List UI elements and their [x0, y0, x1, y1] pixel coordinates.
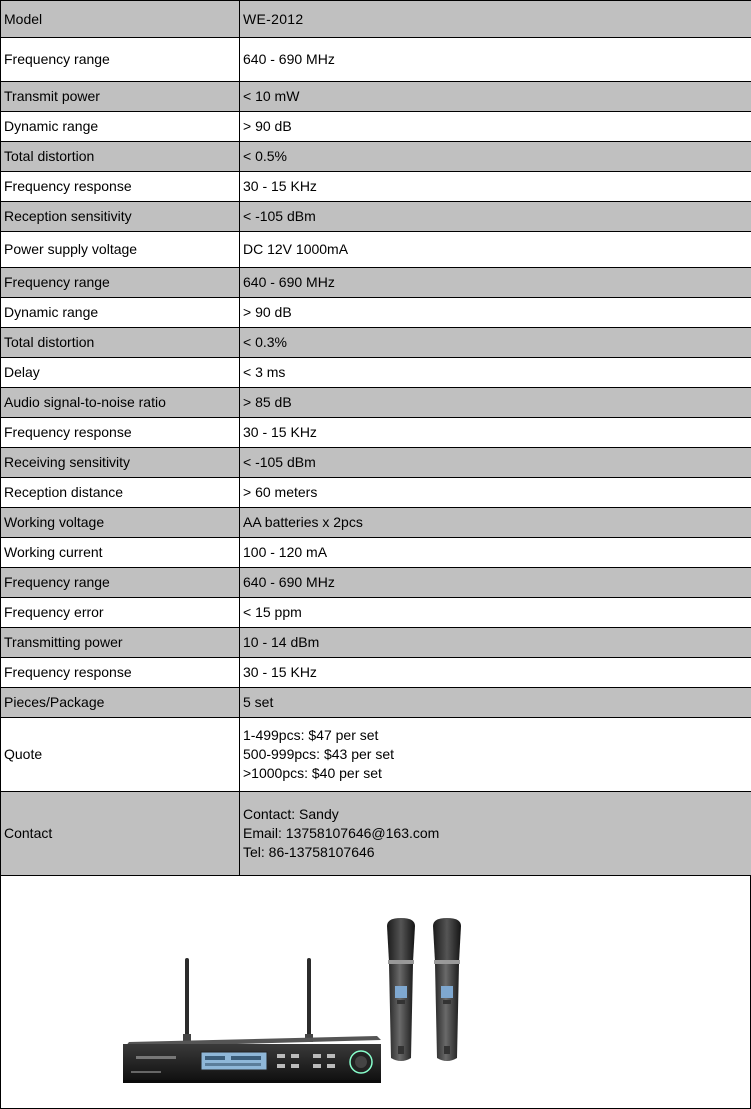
spec-row	[1, 478, 751, 508]
spec-row	[1, 658, 751, 688]
spec-label: Frequency range	[1, 568, 240, 598]
spec-row	[1, 358, 751, 388]
spec-row	[1, 172, 751, 202]
spec-value: 640 - 690 MHz	[240, 568, 751, 598]
contact-line: Contact: Sandy	[243, 805, 751, 824]
contact-line: Tel: 86-13758107646	[243, 843, 751, 862]
spec-row	[1, 388, 751, 418]
spec-row	[1, 628, 751, 658]
spec-value: 10 - 14 dBm	[240, 628, 751, 658]
contact-label: Contact	[1, 792, 240, 876]
spec-row	[1, 1, 751, 38]
quote-line: 1-499pcs: $47 per set	[243, 726, 751, 745]
spec-value: WE-2012	[240, 1, 751, 38]
spec-row	[1, 688, 751, 718]
microphone-left	[387, 918, 415, 1061]
spec-value: > 60 meters	[240, 478, 751, 508]
product-photo	[1, 876, 751, 1109]
quote-row	[1, 718, 751, 792]
spec-value: 30 - 15 KHz	[240, 658, 751, 688]
spec-value: 30 - 15 KHz	[240, 418, 751, 448]
spec-label: Model	[1, 1, 240, 38]
spec-row	[1, 112, 751, 142]
antenna-right	[305, 958, 313, 1042]
spec-value: < -105 dBm	[240, 202, 751, 232]
spec-value: AA batteries x 2pcs	[240, 508, 751, 538]
spec-value: 5 set	[240, 688, 751, 718]
spec-label: Working voltage	[1, 508, 240, 538]
spec-label: Power supply voltage	[1, 232, 240, 268]
spec-value: < -105 dBm	[240, 448, 751, 478]
spec-value: 640 - 690 MHz	[240, 268, 751, 298]
spec-row	[1, 268, 751, 298]
spec-value: < 3 ms	[240, 358, 751, 388]
spec-row	[1, 38, 751, 82]
quote-line: >1000pcs: $40 per set	[243, 764, 751, 783]
spec-row	[1, 142, 751, 172]
spec-label: Reception sensitivity	[1, 202, 240, 232]
spec-row	[1, 448, 751, 478]
spec-value: < 0.5%	[240, 142, 751, 172]
spec-label: Transmitting power	[1, 628, 240, 658]
spec-label: Pieces/Package	[1, 688, 240, 718]
spec-label: Working current	[1, 538, 240, 568]
spec-value: 30 - 15 KHz	[240, 172, 751, 202]
spec-label: Total distortion	[1, 328, 240, 358]
contact-value	[240, 792, 751, 876]
spec-label: Transmit power	[1, 82, 240, 112]
spec-value: < 0.3%	[240, 328, 751, 358]
spec-label: Frequency response	[1, 172, 240, 202]
spec-row	[1, 418, 751, 448]
quote-label: Quote	[1, 718, 240, 792]
quote-value	[240, 718, 751, 792]
product-photo-cell	[0, 876, 751, 1109]
spec-label: Audio signal-to-noise ratio	[1, 388, 240, 418]
quote-line: 500-999pcs: $43 per set	[243, 745, 751, 764]
spec-row	[1, 328, 751, 358]
spec-label: Total distortion	[1, 142, 240, 172]
spec-value: > 90 dB	[240, 112, 751, 142]
spec-value: < 10 mW	[240, 82, 751, 112]
spec-row	[1, 538, 751, 568]
spec-label: Reception distance	[1, 478, 240, 508]
spec-row	[1, 598, 751, 628]
spec-row	[1, 202, 751, 232]
spec-value: > 85 dB	[240, 388, 751, 418]
spec-label: Frequency range	[1, 38, 240, 82]
spec-row	[1, 508, 751, 538]
spec-value: < 15 ppm	[240, 598, 751, 628]
contact-row	[1, 792, 751, 876]
spec-row	[1, 298, 751, 328]
spec-label: Receiving sensitivity	[1, 448, 240, 478]
spec-label: Frequency error	[1, 598, 240, 628]
microphone-right	[433, 918, 461, 1061]
spec-row	[1, 568, 751, 598]
spec-value: DC 12V 1000mA	[240, 232, 751, 268]
receiver-unit	[123, 1036, 381, 1083]
spec-row	[1, 82, 751, 112]
spec-value: 640 - 690 MHz	[240, 38, 751, 82]
spec-value: 100 - 120 mA	[240, 538, 751, 568]
contact-line: Email: 13758107646@163.com	[243, 824, 751, 843]
antenna-left	[183, 958, 191, 1042]
spec-label: Frequency range	[1, 268, 240, 298]
spec-value: > 90 dB	[240, 298, 751, 328]
spec-label: Frequency response	[1, 418, 240, 448]
spec-row	[1, 232, 751, 268]
spec-label: Dynamic range	[1, 112, 240, 142]
spec-label: Dynamic range	[1, 298, 240, 328]
spec-label: Delay	[1, 358, 240, 388]
spec-label: Frequency response	[1, 658, 240, 688]
